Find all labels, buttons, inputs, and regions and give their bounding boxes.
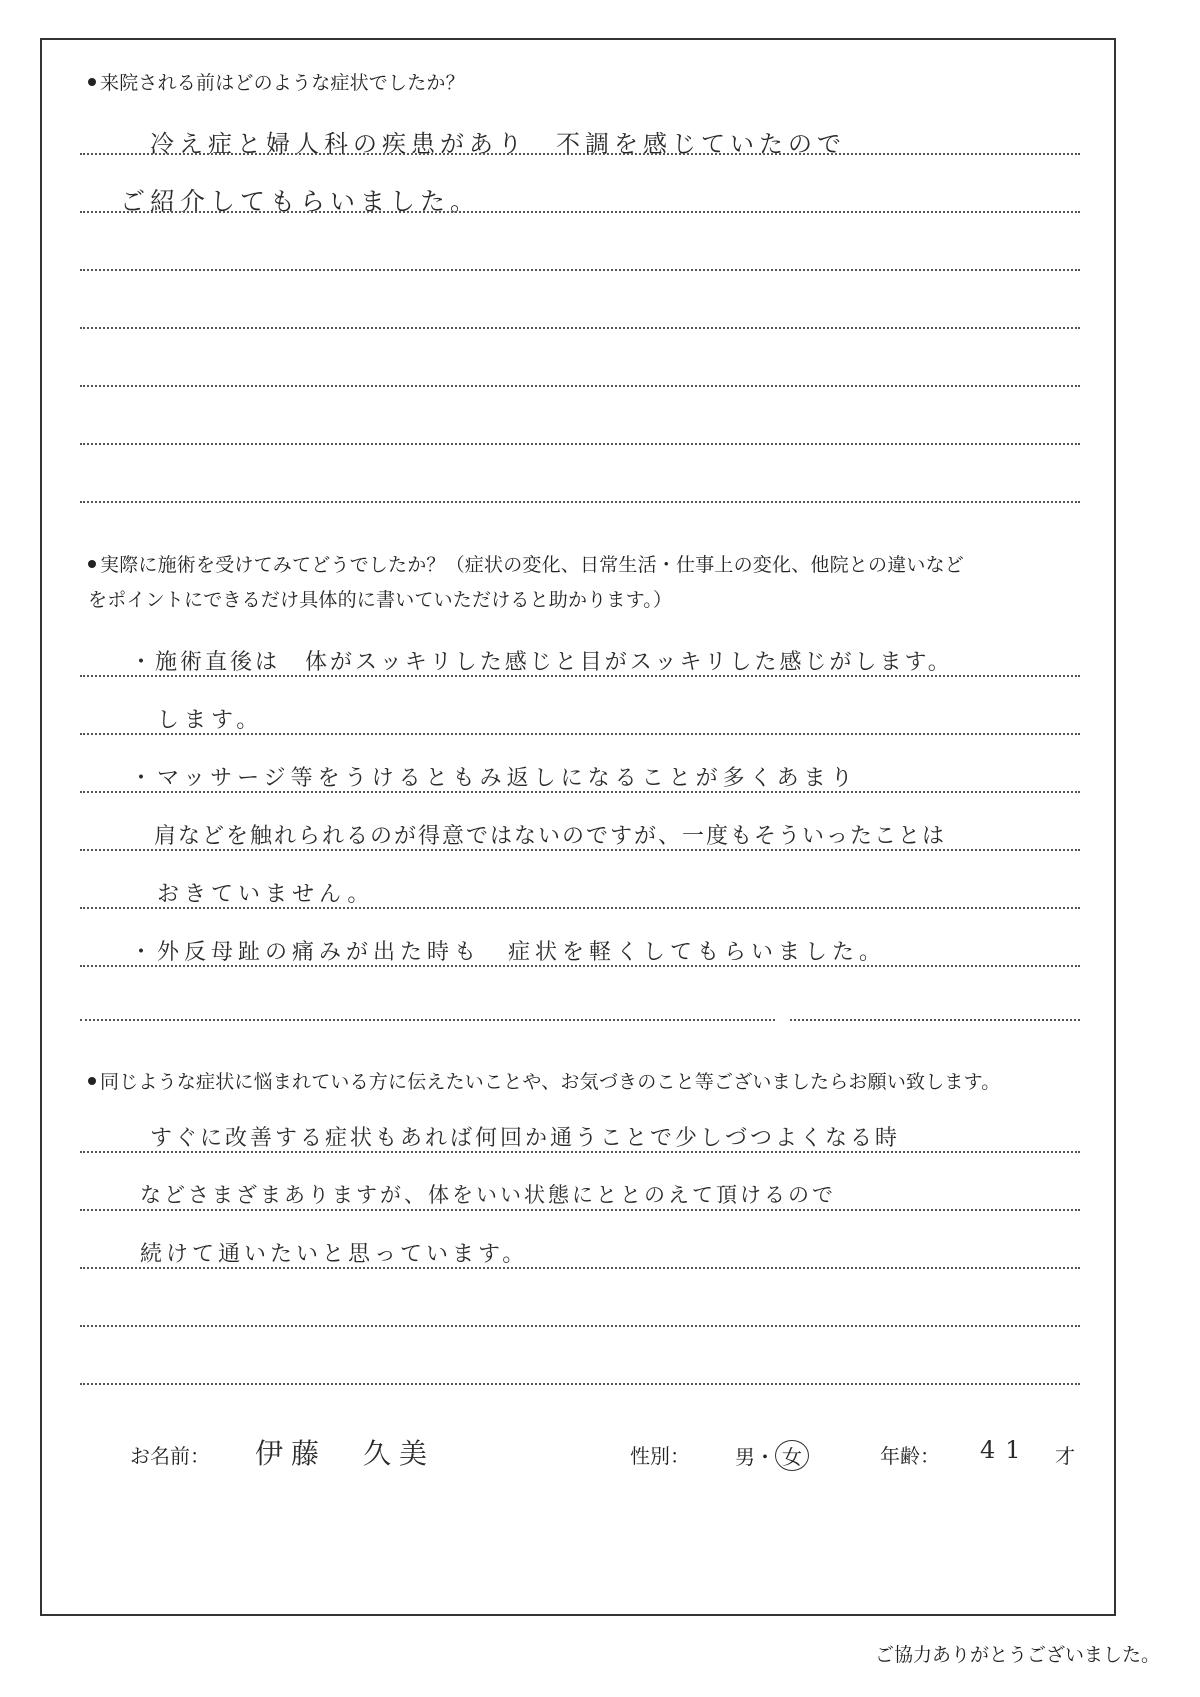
answer-2-line-6: ・外反母趾の痛みが出た時も 症状を軽くしてもらいました。 <box>130 940 887 965</box>
ruled-line <box>80 733 1080 735</box>
gender-female-circled: 女 <box>775 1440 809 1471</box>
question-2-continued: をポイントにできるだけ具体的に書いていただけると助かります。） <box>88 589 673 611</box>
ruled-line <box>80 849 1080 851</box>
age-unit: 才 <box>1055 1444 1075 1468</box>
ruled-line <box>80 211 1080 213</box>
ruled-line <box>790 1019 1080 1021</box>
answer-2-line-5: おきていません。 <box>130 882 375 907</box>
ruled-line <box>80 1267 1080 1269</box>
ruled-line <box>80 327 1080 329</box>
age-value: 41 <box>980 1436 1031 1464</box>
bullet-icon <box>88 1077 96 1085</box>
question-2: 実際に施術を受けてみてどうでしたか？（症状の変化、日常生活・仕事上の変化、他院との違いなど <box>88 550 964 577</box>
ruled-line <box>80 1209 1080 1211</box>
gender-label: 性別： <box>630 1444 690 1468</box>
answer-1-line-2: ご紹介してもらいました。 <box>120 187 481 216</box>
answer-3-line-1: すぐに改善する症状もあれば何回か通うことで少しづつよくなる時 <box>150 1126 901 1151</box>
answer-1-line-1: 冷え症と婦人科の疾患があり 不調を感じていたので <box>150 130 846 158</box>
ruled-line <box>80 675 1080 677</box>
bullet-icon <box>88 560 96 568</box>
answer-3-line-3: 続けて通いたいと思っています。 <box>140 1242 529 1267</box>
name-value: 伊藤 久美 <box>255 1437 436 1470</box>
answer-3-line-2: などさまざまありますが、体をいい状態にととのえて頂けるので <box>140 1183 836 1207</box>
answer-2-line-3: ・マッサージ等をうけるともみ返しになることが多くあまり <box>130 766 858 791</box>
answer-2-line-4: 肩などを触れられるのが得意ではないのですが、一度もそういったことは <box>130 824 947 849</box>
ruled-line <box>80 965 1080 967</box>
gender-male: 男 <box>735 1445 755 1469</box>
ruled-line <box>80 1019 775 1021</box>
gender-separator: ・ <box>755 1445 775 1469</box>
ruled-line <box>80 1151 1080 1153</box>
bullet-icon <box>88 78 96 86</box>
ruled-line <box>80 443 1080 445</box>
age-label: 年齢： <box>880 1444 940 1468</box>
answer-2-line-1: ・施術直後は 体がスッキリした感じと目がスッキリした感じがします。 <box>130 650 953 675</box>
gender-options <box>735 1440 809 1471</box>
ruled-line <box>80 501 1080 503</box>
ruled-line <box>80 791 1080 793</box>
ruled-line <box>80 907 1080 909</box>
ruled-line <box>80 385 1080 387</box>
name-label: お名前： <box>130 1444 210 1468</box>
answer-2-line-2: します。 <box>130 708 264 733</box>
ruled-line <box>80 153 1080 155</box>
ruled-line <box>80 269 1080 271</box>
question-1: 来院される前はどのような症状でしたか？ <box>88 68 465 95</box>
question-3: 同じような症状に悩まれている方に伝えたいことや、お気づきのこと等ございましたらお願い致します。 <box>88 1067 1001 1094</box>
ruled-line <box>80 1383 1080 1385</box>
thanks-note: ご協力ありがとうございました。 <box>874 1644 1160 1666</box>
ruled-line <box>80 1325 1080 1327</box>
